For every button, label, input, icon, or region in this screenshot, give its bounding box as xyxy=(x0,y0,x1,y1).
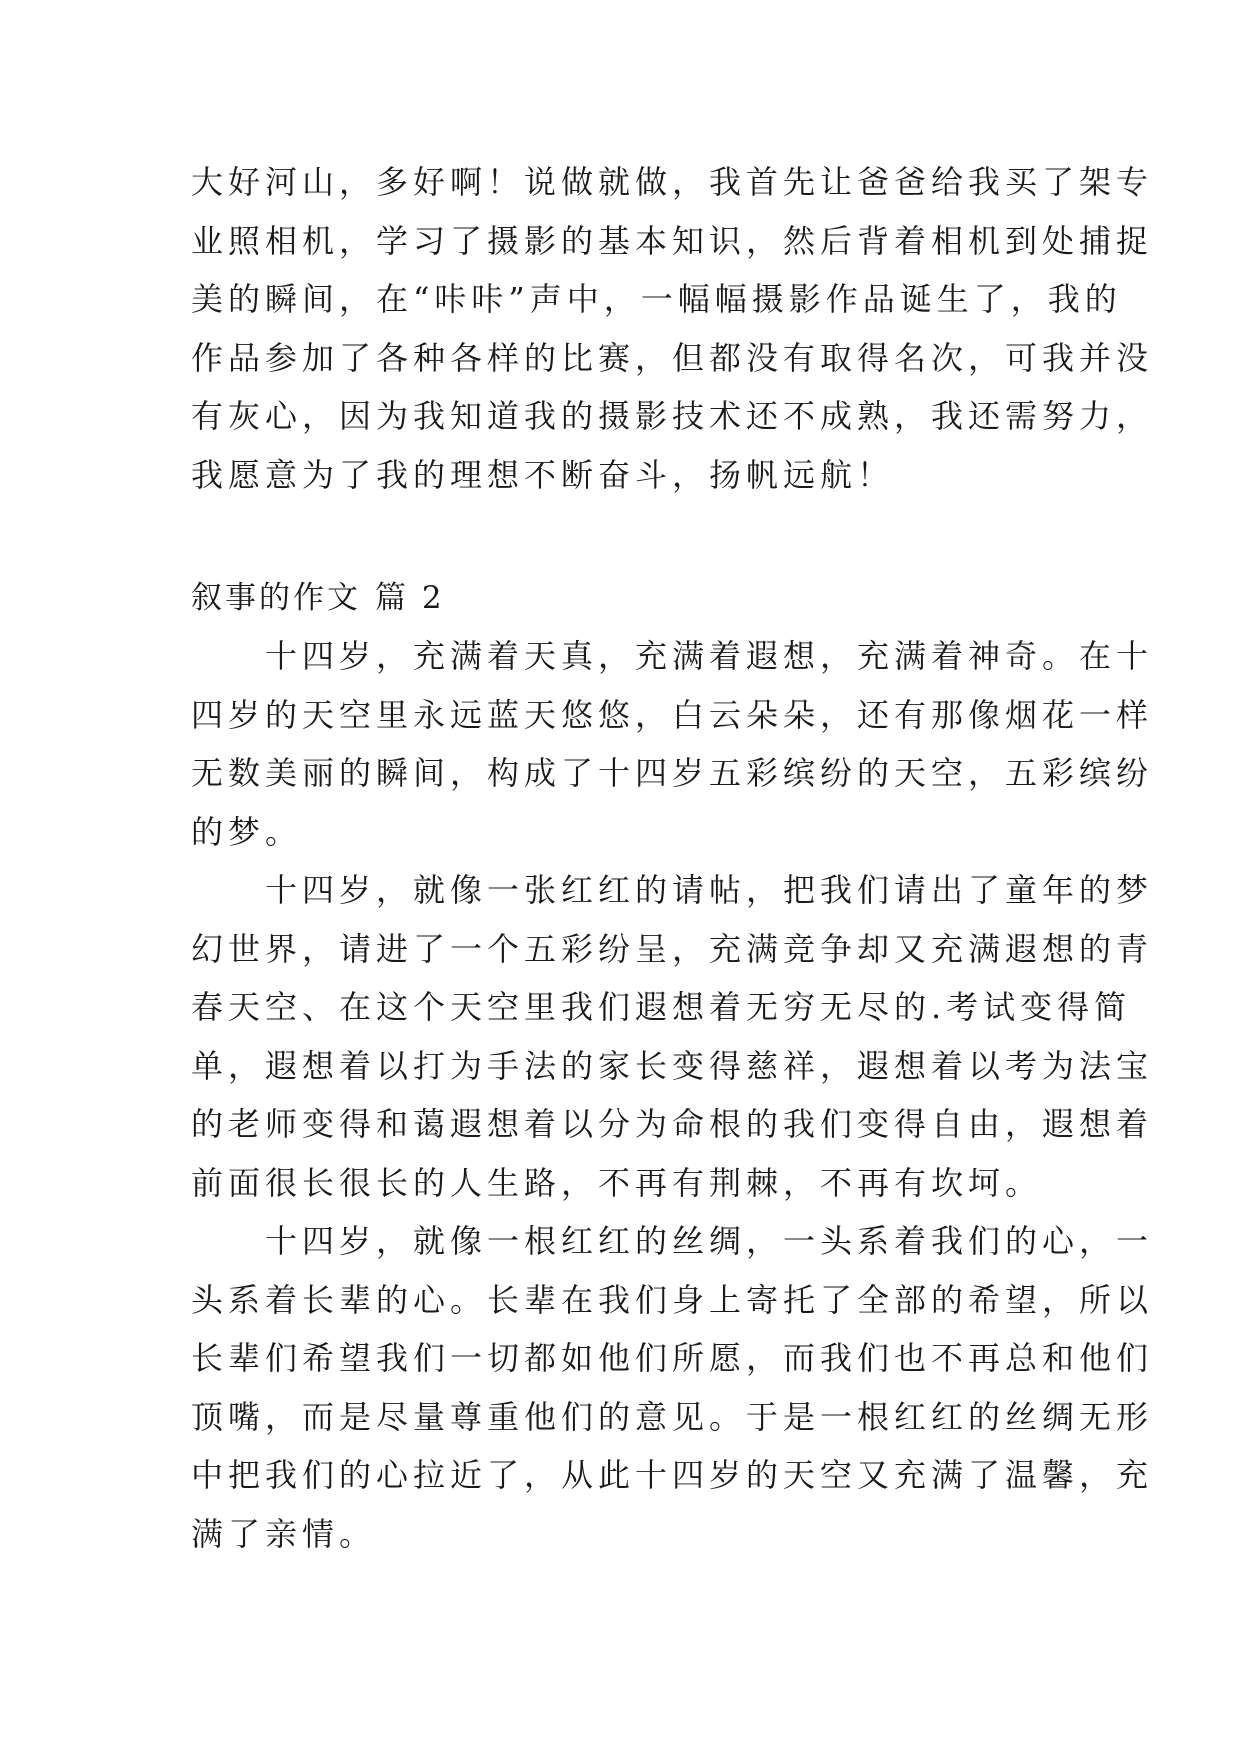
text-line: 头系着长辈的心。长辈在我们身上寄托了全部的希望，所以 xyxy=(191,1280,1154,1319)
text-line: 美的瞬间，在“咔咔”声中，一幅幅摄影作品诞生了，我的 xyxy=(191,280,1122,318)
text-line: 四岁的天空里永远蓝天悠悠，白云朵朵，还有那像烟花一样 xyxy=(191,695,1154,734)
section-title: 叙事的作文 xyxy=(191,580,361,616)
text-line: 中把我们的心拉近了，从此十四岁的天空又充满了温馨，充 xyxy=(191,1456,1154,1494)
text-line: 的老师变得和蔼遐想着以分为命根的我们变得自由，遐想着 xyxy=(191,1105,1154,1143)
paragraph-3 xyxy=(191,1212,1154,1563)
text-line: 幻世界，请进了一个五彩纷呈，充满竞争却又充满遐想的青 xyxy=(191,929,1154,968)
text-line: 单，遐想着以打为手法的家长变得慈祥，遐想着以考为法宝 xyxy=(191,1046,1154,1085)
text-line: 作品参加了各种各样的比赛，但都没有取得名次，可我并没 xyxy=(191,338,1154,377)
text-line: 大好河山，多好啊！说做就做，我首先让爸爸给我买了架专 xyxy=(191,163,1154,201)
text-line: 我愿意为了我的理想不断奋斗，扬帆远航！ xyxy=(191,455,895,494)
paragraph-2 xyxy=(191,861,1154,1212)
text-line: 春天空、在这个天空里我们遐想着无穷无尽的.考试变得简 xyxy=(191,988,1132,1026)
text-line: 无数美丽的瞬间，构成了十四岁五彩缤纷的天空，五彩缤纷 xyxy=(191,754,1154,792)
text-line: 十四岁，就像一张红红的请帖，把我们请出了童年的梦 xyxy=(265,871,1154,909)
paragraph-1 xyxy=(191,627,1154,861)
text-line: 前面很长很长的人生路，不再有荆棘，不再有坎坷。 xyxy=(191,1163,1043,1202)
text-line: 十四岁，就像一根红红的丝绸，一头系着我们的心，一 xyxy=(265,1222,1154,1260)
text-line: 长辈们希望我们一切都如他们所愿，而我们也不再总和他们 xyxy=(191,1339,1154,1377)
text-line: 业照相机，学习了摄影的基本知识，然后背着相机到处捕捉 xyxy=(191,221,1154,260)
text-line: 十四岁，充满着天真，充满着遐想，充满着神奇。在十 xyxy=(265,637,1154,675)
text-line: 顶嘴，而是尽量尊重他们的意见。于是一根红红的丝绸无形 xyxy=(191,1397,1154,1436)
continuation-paragraph xyxy=(191,153,1154,504)
section-number: 篇 2 xyxy=(375,580,445,616)
section-heading xyxy=(191,578,445,618)
text-line: 有灰心，因为我知道我的摄影技术还不成熟，我还需努力， xyxy=(191,397,1154,435)
text-line: 的梦。 xyxy=(191,812,303,851)
text-line: 满了亲情。 xyxy=(191,1514,377,1553)
